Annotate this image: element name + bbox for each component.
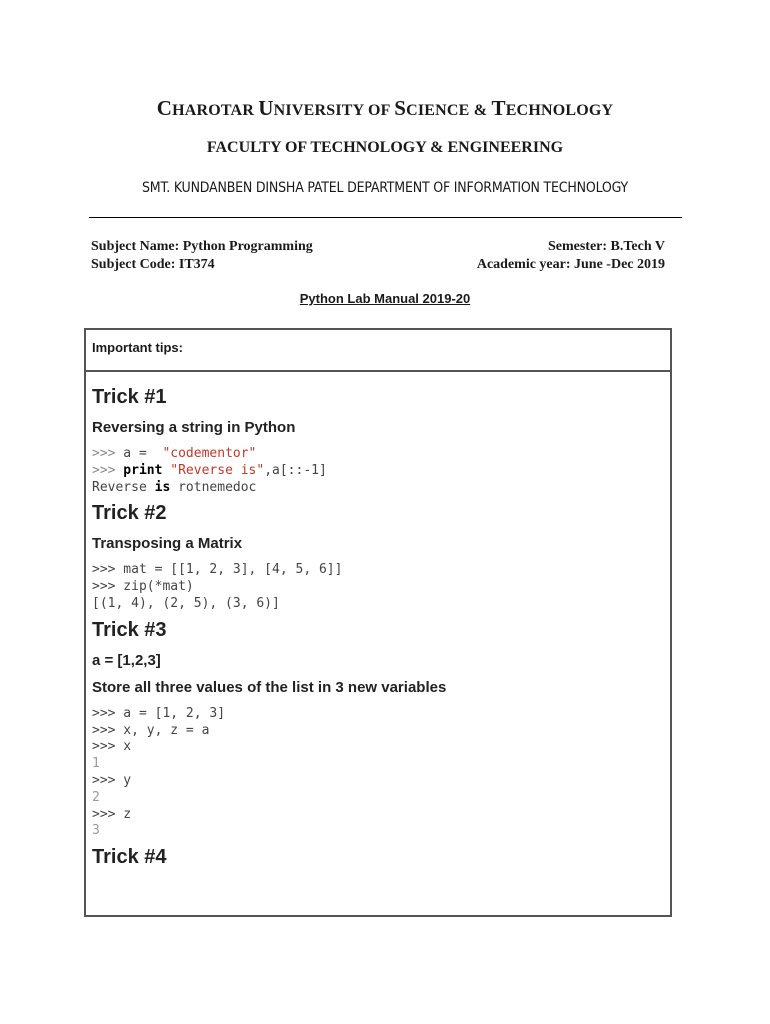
- trick-subtitle: a = [1,2,3]: [92, 651, 161, 669]
- semester: Semester: B.Tech V: [547, 239, 665, 254]
- university-title-part: NIVERSITY OF: [273, 102, 395, 119]
- academic-year: Academic year: June -Dec 2019: [476, 257, 665, 272]
- code-prompt: >>>: [92, 462, 116, 478]
- code-text: a =: [115, 446, 163, 461]
- university-title: [0, 96, 770, 121]
- subject-name: Subject Name: Python Programming: [91, 239, 313, 254]
- code-line: >>> a = [1, 2, 3]: [92, 705, 226, 721]
- code-line: >>> zip(*mat): [92, 579, 194, 595]
- code-output-line: [(1, 4), (2, 5), (3, 6)]: [92, 595, 280, 611]
- university-title-part: C: [156, 96, 173, 120]
- university-title-part: HAROTAR: [172, 102, 259, 119]
- trick-heading: Trick #3: [92, 618, 167, 641]
- code-prompt: >>>: [92, 446, 116, 461]
- tips-label: Important tips:: [86, 330, 670, 372]
- code-output-line: 2: [92, 789, 100, 805]
- code-line: >>> x, y, z = a: [92, 722, 210, 738]
- code-block: [92, 562, 670, 612]
- code-line: >>> x: [92, 739, 132, 755]
- trick-heading: Trick #4: [92, 846, 167, 869]
- code-block: [92, 446, 670, 496]
- code-text: ,a[::-1]: [264, 462, 327, 478]
- code-output: rotnemedoc: [170, 479, 257, 495]
- code-block: [92, 706, 670, 840]
- code-output-line: 1: [92, 756, 100, 772]
- trick-3: [92, 619, 670, 840]
- tips-content: [86, 372, 670, 869]
- trick-4: [92, 846, 670, 869]
- code-line: >>> y: [92, 772, 132, 788]
- trick-1: [92, 386, 670, 496]
- university-title-part: ECHNOLOGY: [505, 102, 614, 119]
- header-divider: [89, 217, 682, 218]
- code-keyword: print: [115, 462, 171, 478]
- code-line: >>> z: [92, 806, 132, 822]
- code-output: Reverse: [92, 479, 155, 495]
- code-line: >>> mat = [[1, 2, 3], [4, 5, 6]]: [92, 562, 343, 578]
- code-string: "Reverse is": [170, 462, 265, 478]
- trick-subtitle: Transposing a Matrix: [92, 535, 243, 553]
- trick-2: [92, 502, 670, 612]
- university-title-part: CIENCE &: [406, 102, 492, 119]
- code-string: "codementor": [162, 446, 257, 461]
- trick-description: Store all three values of the list in 3 new variables: [92, 678, 447, 696]
- semester-info: [477, 238, 665, 274]
- trick-subtitle: Reversing a string in Python: [92, 419, 296, 436]
- department-title: SMT. KUNDANBEN DINSHA PATEL DEPARTMENT OF INFORMATION TECHNOLOGY: [141, 180, 628, 196]
- faculty-title: FACULTY OF TECHNOLOGY & ENGINEERING: [206, 139, 564, 156]
- code-output-line: [92, 480, 670, 497]
- subject-info: [91, 238, 313, 274]
- code-output-line: 3: [92, 823, 100, 839]
- university-title-part: U: [258, 96, 274, 120]
- trick-heading: Trick #1: [92, 386, 167, 408]
- university-title-part: S: [394, 96, 407, 120]
- code-keyword: is: [154, 479, 171, 495]
- subject-code: Subject Code: IT374: [91, 257, 215, 272]
- code-line: [92, 463, 670, 480]
- code-line: [92, 446, 670, 463]
- university-title-part: T: [491, 96, 506, 120]
- tips-box: [84, 328, 672, 917]
- trick-heading: Trick #2: [92, 502, 167, 525]
- manual-title: Python Lab Manual 2019-20: [299, 291, 471, 306]
